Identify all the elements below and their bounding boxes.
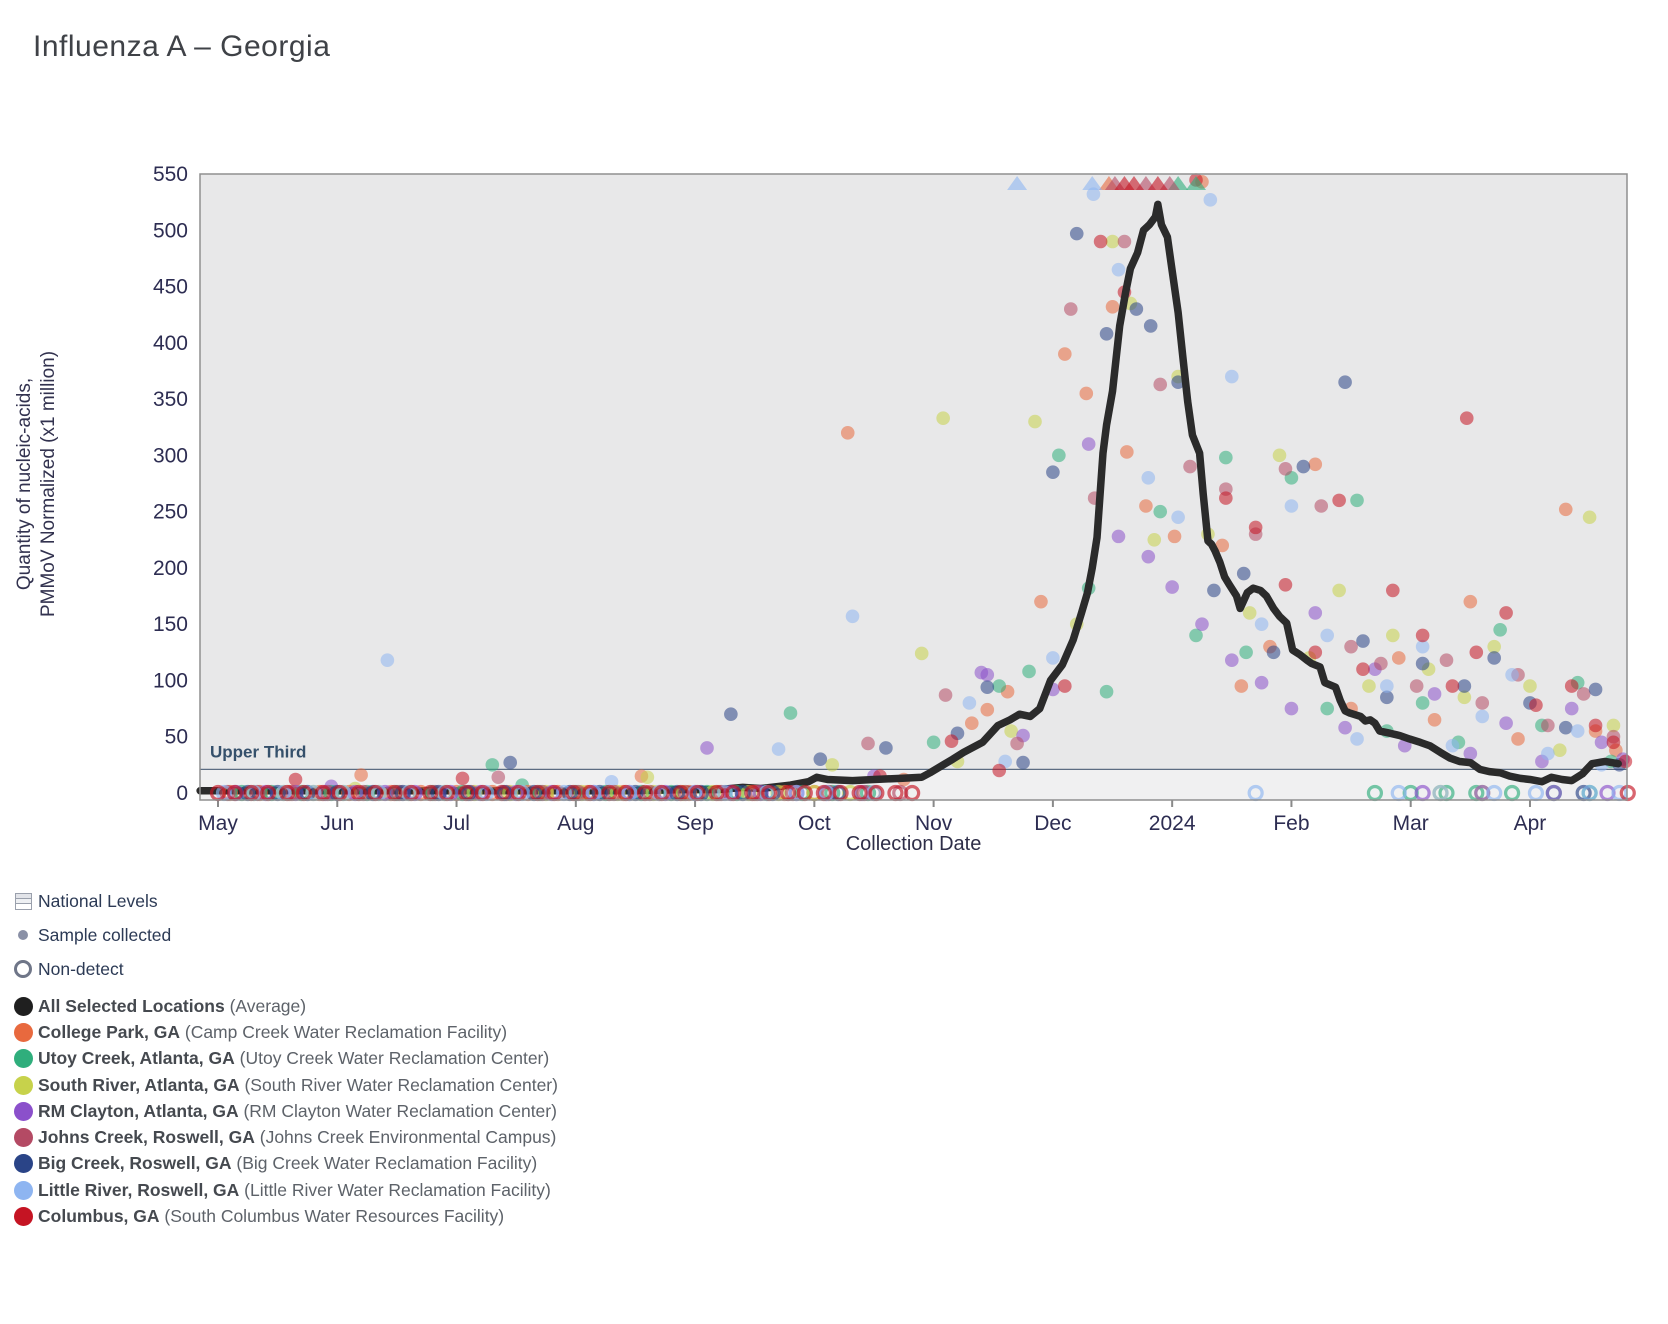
sample-dot[interactable]: [1219, 451, 1233, 465]
sample-dot[interactable]: [1320, 702, 1334, 716]
location-name: Big Creek, Roswell, GA: [38, 1153, 232, 1174]
sample-dot[interactable]: [1464, 595, 1478, 609]
legend-location-2[interactable]: [8, 1046, 558, 1072]
sample-dot[interactable]: [1350, 494, 1364, 508]
sample-dot[interactable]: [915, 647, 929, 661]
y-tick-label: 0: [176, 782, 188, 805]
legend-location-1[interactable]: [8, 1019, 558, 1045]
legend-locations: [8, 993, 558, 1230]
x-axis-label: Collection Date: [845, 833, 982, 855]
sample-dot[interactable]: [1142, 550, 1156, 564]
sample-dot[interactable]: [1046, 651, 1060, 665]
sample-dot[interactable]: [1428, 687, 1442, 701]
location-facility: (Average): [224, 995, 307, 1016]
upper-third-label: Upper Third: [210, 742, 307, 762]
sample-dot[interactable]: [289, 773, 303, 787]
sample-dot[interactable]: [1493, 623, 1507, 637]
location-name: RM Clayton, Atlanta, GA: [38, 1100, 239, 1121]
x-tick-label: Aug: [557, 812, 595, 835]
sample-dot[interactable]: [1595, 736, 1609, 750]
sample-dot[interactable]: [1529, 698, 1543, 712]
sample-dot[interactable]: [1386, 629, 1400, 643]
sample-dot[interactable]: [1565, 702, 1579, 716]
sample-dot[interactable]: [1255, 676, 1269, 690]
sample-dot[interactable]: [939, 688, 953, 702]
sample-dot[interactable]: [1410, 679, 1424, 693]
legend-location-7[interactable]: [8, 1177, 558, 1203]
location-name: Johns Creek, Roswell, GA: [38, 1127, 255, 1148]
national-levels-icon: [15, 893, 32, 910]
sample-dot[interactable]: [1589, 683, 1603, 697]
legend-location-0[interactable]: [8, 993, 558, 1019]
location-name: College Park, GA: [38, 1021, 180, 1042]
legend-item-national-levels: [8, 884, 558, 918]
sample-dot[interactable]: [1144, 319, 1158, 333]
sample-dot[interactable]: [1362, 679, 1376, 693]
sample-dot[interactable]: [1225, 653, 1239, 667]
sample-dot[interactable]: [1153, 378, 1167, 392]
sample-dot[interactable]: [1541, 719, 1555, 733]
sample-dot[interactable]: [1338, 375, 1352, 389]
sample-dot[interactable]: [814, 752, 828, 766]
location-color-dot: [14, 1102, 33, 1121]
y-tick-label: 250: [152, 500, 188, 524]
location-name: Utoy Creek, Atlanta, GA: [38, 1048, 235, 1069]
sample-dot[interactable]: [1079, 387, 1093, 401]
sample-dot[interactable]: [1475, 710, 1489, 724]
legend-label: Non-detect: [38, 958, 124, 979]
sample-dot[interactable]: [1356, 634, 1370, 648]
legend-location-4[interactable]: [8, 1098, 558, 1124]
legend-label: Sample collected: [38, 924, 172, 945]
sample-dot[interactable]: [491, 770, 505, 784]
sample-dot[interactable]: [927, 736, 941, 750]
sample-dot[interactable]: [1469, 646, 1483, 660]
sample-dot[interactable]: [1273, 449, 1287, 463]
sample-dot[interactable]: [1070, 227, 1084, 241]
sample-dot[interactable]: [1207, 584, 1221, 598]
sample-dot[interactable]: [992, 764, 1006, 778]
sample-dot[interactable]: [1338, 721, 1352, 735]
sample-dot[interactable]: [1118, 235, 1132, 249]
sample-dot[interactable]: [1571, 724, 1585, 738]
x-tick-label: Dec: [1034, 812, 1072, 835]
sample-dot[interactable]: [963, 696, 977, 710]
sample-dot[interactable]: [1243, 606, 1257, 620]
sample-dot[interactable]: [1607, 736, 1621, 750]
sample-dot[interactable]: [1380, 679, 1394, 693]
sample-dot[interactable]: [1100, 685, 1114, 699]
sample-dot[interactable]: [980, 668, 994, 682]
sample-dot[interactable]: [1010, 737, 1024, 751]
sample-dot[interactable]: [1308, 606, 1322, 620]
sample-dot[interactable]: [1267, 646, 1281, 660]
sample-dot[interactable]: [1279, 578, 1293, 592]
sample-dot[interactable]: [1225, 370, 1239, 384]
sample-dot[interactable]: [1475, 696, 1489, 710]
sample-dot[interactable]: [1332, 584, 1346, 598]
sample-dot[interactable]: [1016, 756, 1030, 770]
sample-dot[interactable]: [936, 411, 950, 425]
sample-dot[interactable]: [1386, 584, 1400, 598]
sample-dot[interactable]: [1499, 606, 1513, 620]
legend-location-5[interactable]: [8, 1124, 558, 1150]
location-name: Little River, Roswell, GA: [38, 1179, 240, 1200]
sample-dot[interactable]: [1255, 617, 1269, 631]
legend-location-8[interactable]: [8, 1203, 558, 1229]
location-color-dot: [14, 1023, 33, 1042]
sample-dot[interactable]: [1589, 719, 1603, 733]
sample-collected-icon: [18, 930, 28, 940]
sample-dot[interactable]: [1171, 510, 1185, 524]
legend-item-sample-collected: [8, 918, 558, 952]
sample-dot[interactable]: [1308, 646, 1322, 660]
y-tick-label: 150: [152, 613, 188, 637]
sample-dot[interactable]: [1446, 739, 1460, 753]
x-tick-label: May: [198, 812, 238, 835]
sample-dot[interactable]: [1392, 651, 1406, 665]
sample-dot[interactable]: [1120, 445, 1134, 459]
sample-dot[interactable]: [1219, 491, 1233, 505]
sample-dot[interactable]: [1239, 646, 1253, 660]
sample-dot[interactable]: [1314, 499, 1328, 513]
sample-dot[interactable]: [1249, 521, 1263, 535]
sample-dot[interactable]: [1139, 499, 1153, 513]
sample-dot[interactable]: [841, 426, 855, 440]
sample-dot[interactable]: [1058, 347, 1072, 361]
location-color-dot: [14, 1207, 33, 1226]
location-color-dot: [14, 1128, 33, 1147]
y-tick-label: 100: [152, 669, 188, 693]
sample-dot[interactable]: [1297, 460, 1311, 474]
sample-dot[interactable]: [772, 742, 786, 756]
y-axis-label-line2: PMMoV Normalized (x1 million): [38, 350, 59, 618]
location-name: Columbus, GA: [38, 1206, 160, 1227]
location-name: All Selected Locations: [38, 995, 225, 1016]
sample-dot[interactable]: [980, 680, 994, 694]
sample-dot[interactable]: [1285, 499, 1299, 513]
sample-dot[interactable]: [1344, 640, 1358, 654]
y-tick-label: 200: [152, 556, 188, 580]
non-detect-icon: [14, 960, 32, 978]
sample-dot[interactable]: [1332, 494, 1346, 508]
sample-dot[interactable]: [1356, 662, 1370, 676]
y-tick-label: 300: [152, 444, 188, 468]
sample-dot[interactable]: [1559, 721, 1573, 735]
x-tick-label: Sep: [676, 812, 714, 835]
sample-dot[interactable]: [1106, 235, 1120, 249]
sample-dot[interactable]: [1541, 747, 1555, 761]
sample-dot[interactable]: [1279, 462, 1293, 476]
sample-dot[interactable]: [1553, 743, 1567, 757]
location-color-dot: [14, 1181, 33, 1200]
sample-dot[interactable]: [1235, 679, 1249, 693]
sample-dot[interactable]: [784, 706, 798, 720]
x-tick-label: Jun: [320, 812, 355, 835]
sample-dot[interactable]: [1052, 449, 1066, 463]
y-tick-label: 550: [152, 162, 188, 186]
sample-dot[interactable]: [1204, 193, 1218, 207]
sample-dot[interactable]: [1147, 533, 1161, 547]
x-tick-label: Nov: [914, 812, 953, 835]
x-tick-label: Jul: [443, 812, 470, 835]
sample-dot[interactable]: [381, 653, 395, 667]
sample-dot[interactable]: [1022, 665, 1036, 679]
legend-location-6[interactable]: [8, 1151, 558, 1177]
sample-dot[interactable]: [354, 768, 368, 782]
sample-dot[interactable]: [1130, 302, 1144, 316]
sample-dot[interactable]: [1082, 437, 1096, 451]
sample-dot[interactable]: [1487, 651, 1501, 665]
sample-dot[interactable]: [1350, 732, 1364, 746]
sample-dot[interactable]: [1499, 716, 1513, 730]
location-facility: (Big Creek Water Reclamation Facility): [231, 1153, 538, 1174]
sample-dot[interactable]: [1106, 300, 1120, 314]
sample-dot[interactable]: [1046, 465, 1060, 479]
location-color-dot: [14, 1049, 33, 1068]
location-color-dot: [14, 997, 33, 1016]
x-tick-label: Apr: [1513, 812, 1547, 835]
legend-markers: [8, 884, 558, 986]
location-facility: (South River Water Reclamation Center): [239, 1074, 558, 1095]
location-facility: (Camp Creek Water Reclamation Facility): [180, 1021, 508, 1042]
sample-dot[interactable]: [1195, 617, 1209, 631]
location-color-dot: [14, 1154, 33, 1173]
location-facility: (Johns Creek Environmental Campus): [254, 1127, 557, 1148]
sample-dot[interactable]: [1446, 679, 1460, 693]
sample-dot[interactable]: [1034, 595, 1048, 609]
y-axis-label-line1: Quantity of nucleic-acids,: [14, 377, 35, 591]
sample-dot[interactable]: [1440, 653, 1454, 667]
sample-dot[interactable]: [1153, 505, 1167, 519]
sample-dot[interactable]: [1165, 580, 1179, 594]
sample-dot[interactable]: [641, 770, 655, 784]
x-tick-label: Feb: [1273, 812, 1310, 835]
sample-dot[interactable]: [1565, 679, 1579, 693]
location-facility: (RM Clayton Water Reclamation Center): [238, 1100, 557, 1121]
chart-legend: [8, 884, 558, 1230]
sample-dot[interactable]: [1577, 687, 1591, 701]
sample-dot[interactable]: [945, 734, 959, 748]
sample-dot[interactable]: [1416, 696, 1430, 710]
location-color-dot: [14, 1076, 33, 1095]
sample-dot[interactable]: [1428, 713, 1442, 727]
sample-dot[interactable]: [1416, 657, 1430, 671]
x-tick-label: Mar: [1392, 812, 1429, 835]
sample-dot[interactable]: [992, 679, 1006, 693]
y-tick-label: 500: [152, 219, 188, 243]
sample-dot[interactable]: [1308, 458, 1322, 472]
sample-dot[interactable]: [1237, 567, 1251, 581]
sample-dot[interactable]: [1142, 471, 1156, 485]
sample-dot[interactable]: [724, 707, 738, 721]
y-tick-label: 50: [164, 725, 188, 749]
sample-dot[interactable]: [1511, 732, 1525, 746]
sample-dot[interactable]: [825, 758, 839, 772]
location-name: South River, Atlanta, GA: [38, 1074, 240, 1095]
sample-dot[interactable]: [846, 609, 860, 623]
sample-dot[interactable]: [1583, 510, 1597, 524]
y-tick-label: 400: [152, 331, 188, 355]
sample-dot[interactable]: [1004, 724, 1018, 738]
location-facility: (South Columbus Water Resources Facility): [159, 1206, 505, 1227]
sample-dot[interactable]: [1064, 302, 1078, 316]
sample-dot[interactable]: [1100, 327, 1114, 341]
sample-dot[interactable]: [1458, 679, 1472, 693]
sample-dot[interactable]: [1028, 415, 1042, 429]
band-upper: [200, 174, 1627, 769]
sample-dot[interactable]: [1374, 657, 1388, 671]
sample-dot[interactable]: [700, 741, 714, 755]
sample-dot[interactable]: [1112, 263, 1126, 277]
legend-item-non-detect: [8, 952, 558, 986]
sample-dot[interactable]: [1559, 503, 1573, 517]
sample-dot[interactable]: [1320, 629, 1334, 643]
y-tick-label: 450: [152, 275, 188, 299]
y-tick-label: 350: [152, 388, 188, 412]
sample-dot[interactable]: [1183, 460, 1197, 474]
sample-dot[interactable]: [1460, 411, 1474, 425]
legend-label: National Levels: [38, 890, 158, 911]
sample-dot[interactable]: [879, 741, 893, 755]
sample-dot[interactable]: [1505, 668, 1519, 682]
sample-dot[interactable]: [980, 703, 994, 717]
sample-dot[interactable]: [1523, 679, 1537, 693]
sample-dot[interactable]: [1058, 679, 1072, 693]
sample-dot[interactable]: [1168, 530, 1182, 544]
sample-dot[interactable]: [1112, 530, 1126, 544]
sample-dot[interactable]: [456, 772, 470, 786]
sample-dot[interactable]: [1416, 629, 1430, 643]
x-tick-label: Oct: [798, 812, 831, 835]
location-facility: (Little River Water Reclamation Facility): [239, 1179, 551, 1200]
x-tick-label: 2024: [1148, 812, 1196, 835]
legend-location-3[interactable]: [8, 1072, 558, 1098]
page-title: Influenza A – Georgia: [33, 30, 331, 63]
sample-dot[interactable]: [486, 758, 500, 772]
sample-dot[interactable]: [503, 756, 517, 770]
sample-dot[interactable]: [965, 716, 979, 730]
sample-dot[interactable]: [1285, 702, 1299, 716]
location-facility: (Utoy Creek Water Reclamation Center): [234, 1048, 550, 1069]
sample-dot[interactable]: [1094, 235, 1108, 249]
sample-dot[interactable]: [861, 737, 875, 751]
